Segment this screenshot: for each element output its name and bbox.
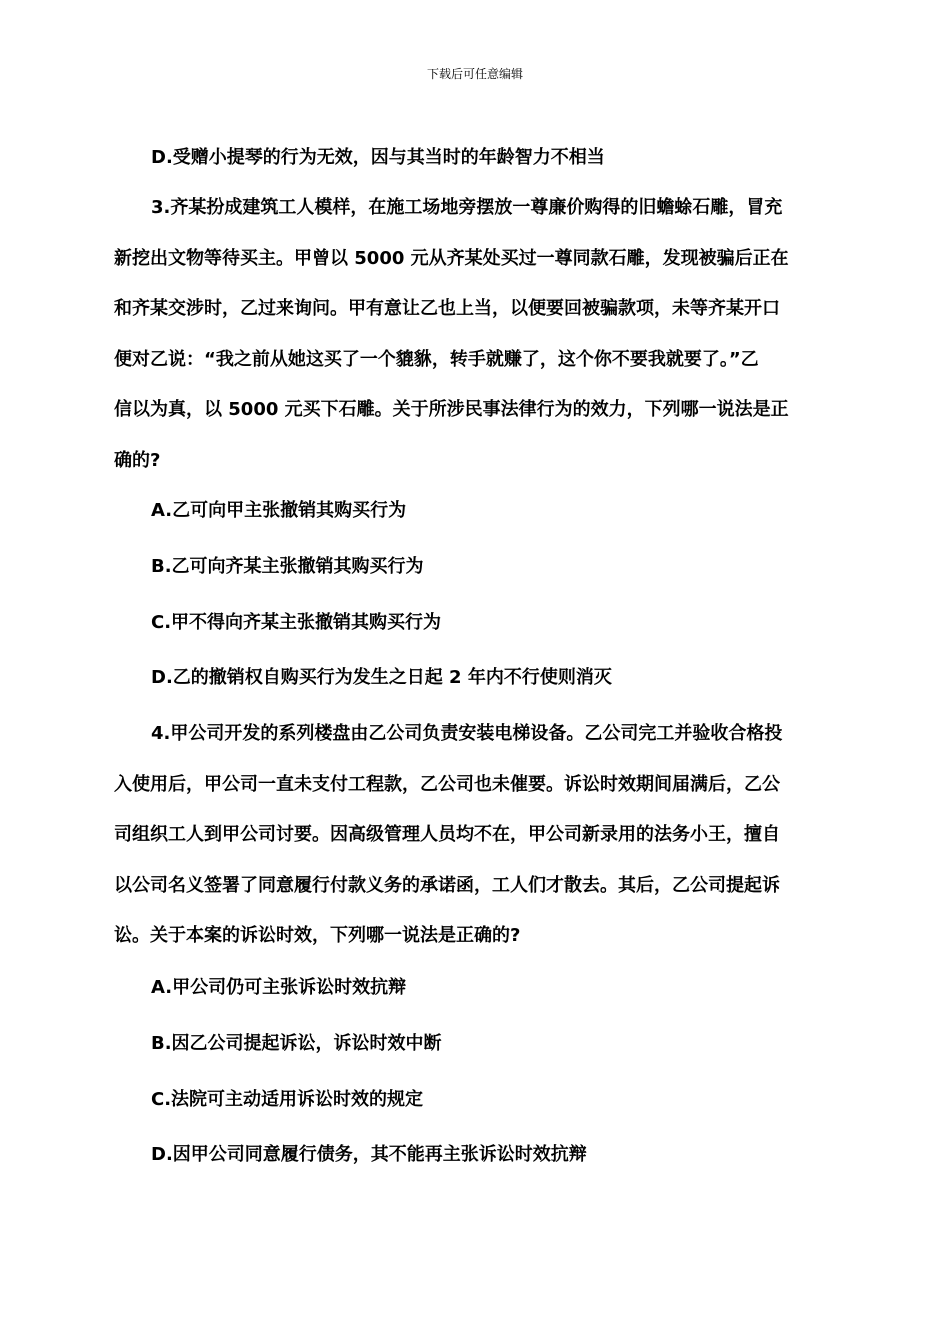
question-3-line-2: 新挖出文物等待买主。甲曾以 5000 元从齐某处买过一尊同款石雕，发现被骗后正在	[114, 247, 789, 269]
page-header: 下载后可任意编辑	[426, 67, 523, 81]
question-4-line-3: 司组织工人到甲公司讨要。因高级管理人员均不在，甲公司新录用的法务小王，擅自	[114, 824, 780, 845]
question-4-line-2: 入使用后，甲公司一直未支付工程款，乙公司也未催要。诉讼时效期间届满后，乙公	[114, 773, 780, 795]
option-4-c: C.法院可主动适用诉讼时效的规定	[151, 1089, 424, 1110]
question-4-line-1: 4.甲公司开发的系列楼盘由乙公司负责安装电梯设备。乙公司完工并验收合格投	[151, 723, 783, 744]
question-4-line-4: 以公司名义签署了同意履行付款义务的承诺函，工人们才散去。其后，乙公司提起诉	[114, 874, 780, 896]
question-3-line-5: 信以为真，以 5000 元买下石雕。关于所涉民事法律行为的效力，下列哪一说法是正	[114, 399, 789, 420]
option-3-c: C.甲不得向齐某主张撤销其购买行为	[151, 612, 442, 633]
question-3-line-4: 便对乙说：“我之前从她这买了一个貔貅，转手就赚了，这个你不要我就要了。”乙	[114, 348, 759, 370]
question-4	[114, 709, 828, 962]
option-4-a: A.甲公司仍可主张诉讼时效抗辩	[151, 977, 407, 998]
question-3-line-1: 3.齐某扮成建筑工人模样，在施工场地旁摆放一尊廉价购得的旧蟾蜍石雕，冒充	[151, 197, 783, 218]
option-3-d: D.乙的撤销权自购买行为发生之日起 2 年内不行使则消灭	[151, 667, 612, 688]
question-3	[114, 183, 828, 486]
question-3-line-3: 和齐某交涉时，乙过来询问。甲有意让乙也上当，以便要回被骗款项，未等齐某开口	[114, 298, 780, 319]
option-3-a: A.乙可向甲主张撤销其购买行为	[151, 500, 407, 521]
option-4-d: D.因甲公司同意履行债务，其不能再主张诉讼时效抗辩	[151, 1144, 587, 1165]
question-4-line-5: 讼。关于本案的诉讼时效，下列哪一说法是正确的?	[114, 925, 521, 946]
option-prev-d: D.受赠小提琴的行为无效，因与其当时的年龄智力不相当	[151, 147, 605, 168]
option-3-b: B.乙可向齐某主张撤销其购买行为	[151, 556, 424, 577]
question-3-line-6: 确的?	[114, 449, 161, 471]
option-4-b: B.因乙公司提起诉讼，诉讼时效中断	[151, 1033, 442, 1054]
